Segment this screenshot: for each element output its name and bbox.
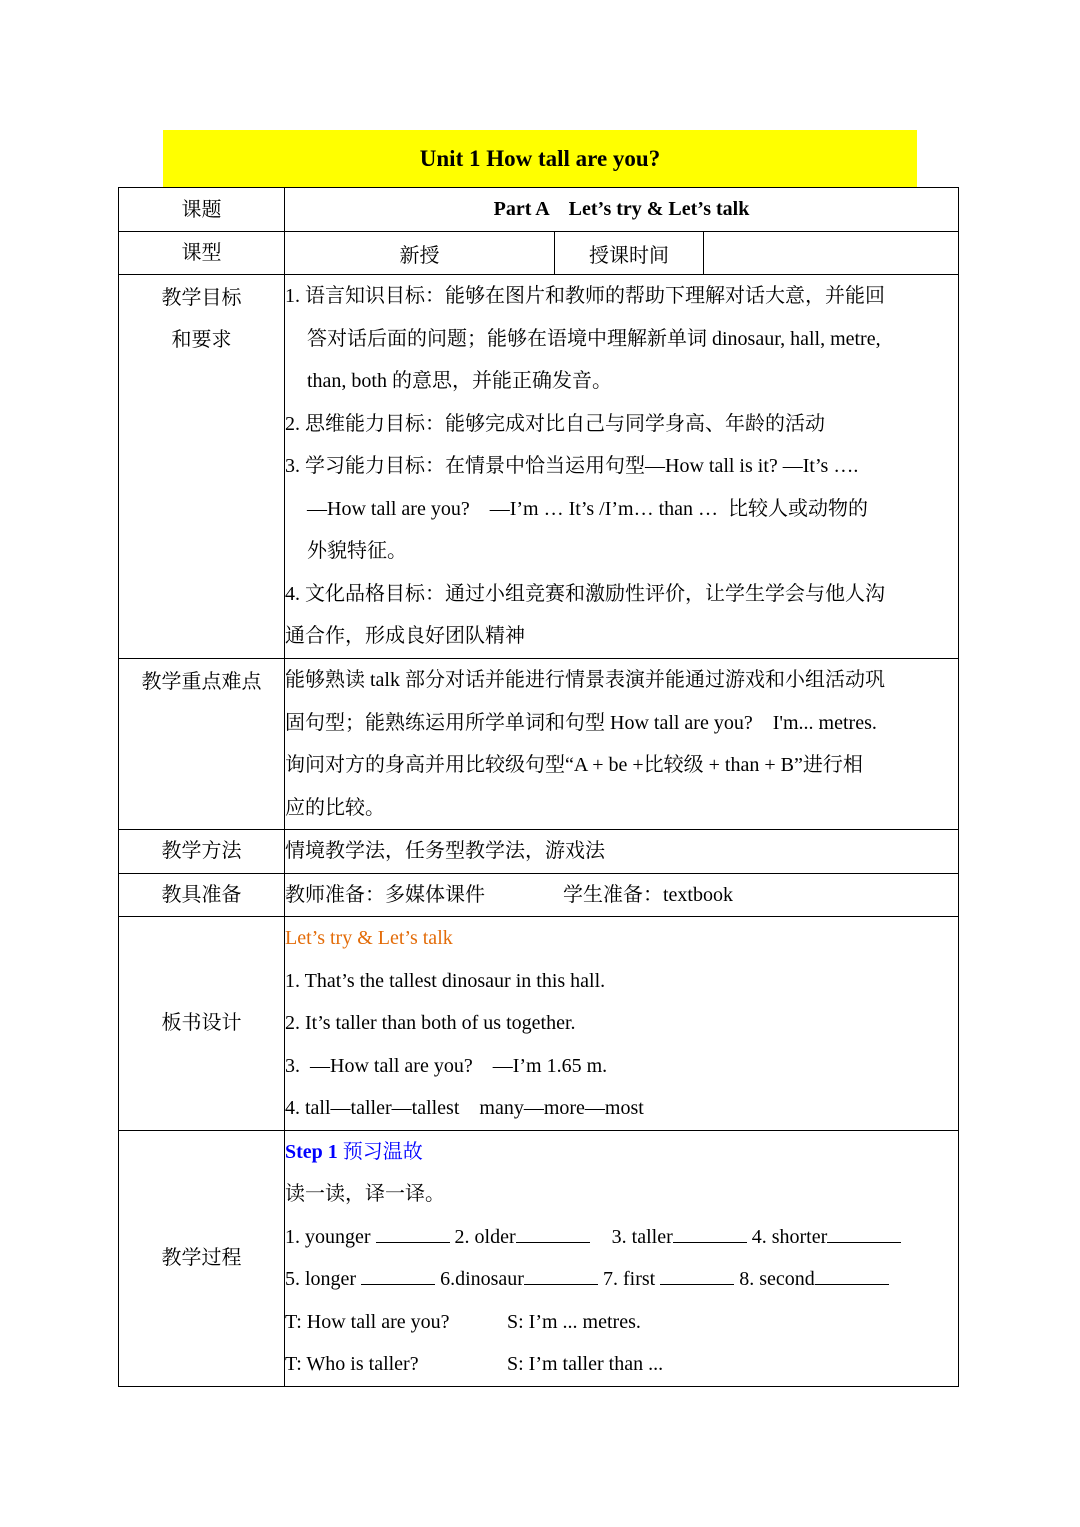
tools-label: 教具准备 — [119, 873, 285, 917]
goals-content — [285, 275, 959, 659]
page-title: Unit 1 How tall are you? — [163, 130, 917, 188]
dialogue-2: T: Who is taller? S: I’m taller than ... — [285, 1353, 664, 1375]
goals-label: 教学目标 和要求 — [119, 275, 285, 659]
goal-2: 2. 思维能力目标：能够完成对比自己与同学身高、年龄的活动 — [285, 412, 825, 435]
method-value: 情境教学法，任务型教学法，游戏法 — [285, 830, 959, 874]
vocab-row-1: 1. younger 2. older 3. taller 4. shorter — [285, 1216, 958, 1259]
goal-4-line2: 通合作，形成良好团队精神 — [285, 625, 525, 648]
topic-value: Part A Let’s try & Let’s talk — [285, 188, 959, 232]
keypoints-label: 教学重点难点 — [119, 659, 285, 830]
row-process — [119, 1130, 959, 1386]
row-topic — [119, 188, 959, 232]
goal-3-line2: —How tall are you? —I’m … It’s /I’m… than … 比较人或动物的 — [307, 497, 869, 520]
keypoints-line2: 固句型；能熟练运用所学单词和句型 How tall are you? I'm... metres. — [285, 711, 877, 734]
topic-label: 课题 — [119, 188, 285, 232]
goal-3: 3. 学习能力目标：在情景中恰当运用句型—How tall is it? —It’s …. — [285, 455, 859, 478]
step-heading: Step 1 预习温故 — [285, 1140, 423, 1163]
board-line3: 3. —How tall are you? —I’m 1.65 m. — [285, 1054, 608, 1077]
row-tools — [119, 873, 959, 917]
row-board — [119, 917, 959, 1131]
process-instruction: 读一读，译一译。 — [285, 1183, 445, 1205]
goal-3-line3: 外貌特征。 — [307, 540, 407, 563]
type-value: 新授 — [285, 232, 555, 275]
dialogue-1: T: How tall are you? S: I’m ... metres. — [285, 1310, 641, 1333]
keypoints-content — [285, 659, 959, 830]
teacher-prep: 教师准备：多媒体课件 — [285, 883, 485, 906]
row-method — [119, 830, 959, 874]
time-value — [704, 232, 959, 275]
keypoints-line3: 询问对方的身高并用比较级句型“A + be +比较级 + than + B”进行相 — [285, 754, 863, 776]
vocab-row-2: 5. longer 6.dinosaur 7. first 8. second — [285, 1258, 958, 1301]
student-prep: 学生准备：textbook — [563, 883, 733, 906]
row-keypoints — [119, 659, 959, 830]
type-label: 课型 — [119, 232, 285, 275]
goal-1-line3: than, both 的意思，并能正确发音。 — [307, 370, 612, 393]
board-content — [285, 917, 959, 1131]
board-heading: Let’s try & Let’s talk — [285, 927, 453, 949]
row-goals — [119, 275, 959, 659]
method-label: 教学方法 — [119, 830, 285, 874]
goal-1-line2: 答对话后面的问题；能够在语境中理解新单词 dinosaur, hall, metre, — [307, 327, 881, 350]
tools-content — [285, 873, 959, 917]
row-type — [119, 232, 959, 275]
keypoints-line4: 应的比较。 — [285, 796, 385, 819]
board-line4: 4. tall—taller—tallest many—more—most — [285, 1097, 644, 1119]
process-content — [285, 1130, 959, 1386]
goal-1: 1. 语言知识目标：能够在图片和教师的帮助下理解对话大意，并能回 — [285, 285, 885, 308]
time-label: 授课时间 — [555, 232, 704, 275]
board-label: 板书设计 — [119, 917, 285, 1131]
goal-4: 4. 文化品格目标：通过小组竞赛和激励性评价，让学生学会与他人沟 — [285, 582, 885, 605]
lesson-plan-table — [118, 187, 959, 1387]
board-line2: 2. It’s taller than both of us together. — [285, 1012, 576, 1034]
keypoints-line1: 能够熟读 talk 部分对话并能进行情景表演并能通过游戏和小组活动巩 — [285, 669, 885, 691]
process-label: 教学过程 — [119, 1130, 285, 1386]
board-line1: 1. That’s the tallest dinosaur in this hall. — [285, 969, 606, 992]
